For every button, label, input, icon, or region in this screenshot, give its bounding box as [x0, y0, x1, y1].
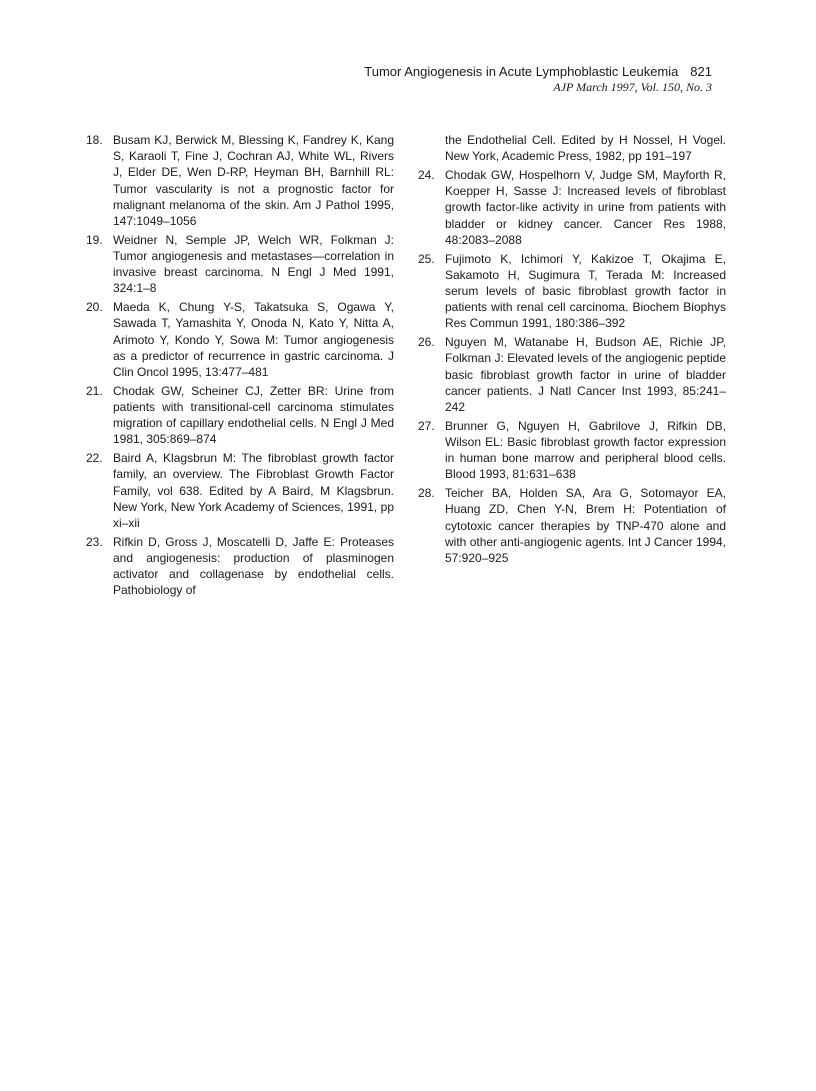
reference-text: Nguyen M, Watanabe H, Budson AE, Richie JP, Folkman J: Elevated levels of the angiogenic peptide basic fibroblast growth factor in urine of bladder cancer patients. J Natl Cancer Inst 1993, 85:241–242 [445, 335, 726, 415]
reference-item [86, 232, 394, 297]
reference-text: Brunner G, Nguyen H, Gabrilove J, Rifkin DB, Wilson EL: Basic fibroblast growth factor expression in human bone marrow and peripheral blood cells. Blood 1993, 81:631–638 [445, 418, 726, 482]
reference-text: the Endothelial Cell. Edited by H Nossel, H Vogel. New York, Academic Press, 1982, pp 191–197 [445, 133, 726, 164]
header-title-line [112, 64, 712, 80]
reference-text: Fujimoto K, Ichimori Y, Kakizoe T, Okajima E, Sakamoto H, Sugimura T, Terada M: Increased serum levels of basic fibroblast growth factor in patients with renal cell carcinoma. Biochem Biophys Res Commun 1991, 180:386–392 [445, 251, 726, 331]
reference-number: 28. [418, 486, 435, 501]
reference-item [418, 167, 726, 248]
reference-number: 23. [86, 534, 103, 549]
reference-item [86, 132, 394, 229]
reference-number: 18. [86, 133, 103, 147]
reference-item [418, 485, 726, 566]
reference-text: Busam KJ, Berwick M, Blessing K, Fandrey K, Kang S, Karaoli T, Fine J, Cochran AJ, White WL, Rivers J, Elder DE, Wen D-RP, Heyman BH, Barnhill RL: Tumor vascularity is not a prognostic factor for malignant melanoma of the skin. Am J Pathol 1995, 147:1049–1056 [113, 133, 394, 229]
reference-number: 22. [86, 451, 103, 466]
reference-text: Weidner N, Semple JP, Welch WR, Folkman J: Tumor angiogenesis and metastases—correlation in invasive breast carcinoma. N Engl J Med 1991, 324:1–8 [113, 232, 394, 296]
reference-text: Maeda K, Chung Y-S, Takatsuka S, Ogawa Y, Sawada T, Yamashita Y, Onoda N, Kato Y, Nitta A, Arimoto Y, Kondo Y, Sowa M: Tumor angiogenesis as a predictor of recurrence in gastric carcinoma. J Clin Oncol 1995, 13:477–481 [113, 300, 394, 380]
reference-number: 27. [418, 418, 435, 433]
reference-text: Rifkin D, Gross J, Moscatelli D, Jaffe E: Proteases and angiogenesis: production of plasminogen activator and collagenase by endothelial cells. Pathobiology of [113, 534, 394, 598]
reference-item [86, 534, 394, 599]
article-short-title: Tumor Angiogenesis in Acute Lymphoblastic Leukemia [364, 64, 679, 79]
reference-text: Chodak GW, Scheiner CJ, Zetter BR: Urine from patients with transitional-cell carcinoma stimulates migration of capillary endothelial cells. N Engl J Med 1981, 305:869–874 [113, 383, 394, 447]
reference-item [86, 450, 394, 531]
reference-text: Teicher BA, Holden SA, Ara G, Sotomayor EA, Huang ZD, Chen Y-N, Brem H: Potentiation of cytotoxic cancer therapies by TNP-470 alone and with other anti-angiogenic agents. Int J Cancer 1994, 57:920–925 [445, 486, 726, 566]
journal-citation: AJP March 1997, Vol. 150, No. 3 [553, 80, 712, 94]
reference-item [86, 383, 394, 448]
reference-text: Chodak GW, Hospelhorn V, Judge SM, Mayforth R, Koepper H, Sasse J: Increased levels of fibroblast growth factor-like activity in urine from patients with bladder or kidney cancer. Cancer Res 1988, 48:2083–2088 [445, 168, 726, 247]
reference-item [86, 299, 394, 380]
reference-number: 20. [86, 300, 103, 315]
reference-item [418, 251, 726, 332]
reference-continuation [418, 132, 726, 164]
page-number: 821 [690, 64, 712, 79]
running-header [112, 64, 712, 95]
reference-number: 26. [418, 335, 435, 350]
reference-text: Baird A, Klagsbrun M: The fibroblast growth factor family, an overview. The Fibroblast Growth Factor Family, vol 638. Edited by A Baird, M Klagsbrun. New York, New York Academy of Sciences, 1991, pp xi–xii [113, 451, 394, 531]
references-column-left [86, 132, 394, 601]
reference-number: 24. [418, 168, 435, 182]
reference-item [418, 418, 726, 483]
reference-item [418, 334, 726, 415]
reference-number: 25. [418, 251, 435, 266]
reference-number: 19. [86, 232, 103, 247]
references-column-right [418, 132, 726, 569]
reference-number: 21. [86, 383, 103, 398]
